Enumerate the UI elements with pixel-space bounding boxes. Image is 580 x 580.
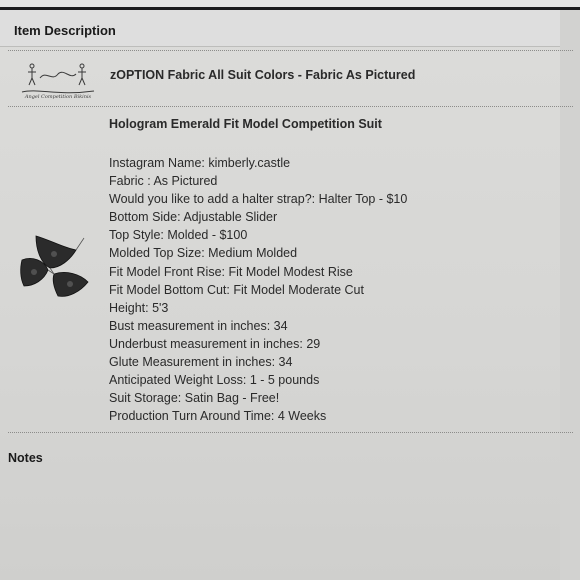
divider-2 — [8, 106, 573, 107]
fabric-option-line: zOPTION Fabric All Suit Colors - Fabric As Pictured — [110, 68, 416, 82]
product-detail-line: Bust measurement in inches: 34 — [109, 318, 288, 333]
product-detail-line: Fit Model Bottom Cut: Fit Model Moderate Cut — [109, 282, 364, 297]
product-detail-line: Fit Model Front Rise: Fit Model Modest Rise — [109, 264, 353, 279]
product-detail-line: Bottom Side: Adjustable Slider — [109, 210, 278, 225]
divider-3 — [8, 432, 573, 433]
brand-logo-text: Angel Competition Bikinis — [24, 94, 92, 100]
side-shade — [560, 10, 580, 580]
item-description-header — [0, 10, 560, 47]
product-detail-line: Fabric : As Pictured — [109, 174, 218, 189]
product-detail-line: Height: 5'3 — [109, 300, 169, 315]
product-title: Hologram Emerald Fit Model Competition Suit — [109, 117, 382, 131]
page-top-edge — [0, 0, 580, 7]
brand-logo — [18, 62, 98, 100]
product-detail-line: Underbust measurement in inches: 29 — [109, 336, 321, 351]
notes-header: Notes — [8, 451, 43, 465]
suit-thumbnail-image — [14, 230, 94, 302]
product-detail-line: Glute Measurement in inches: 34 — [109, 355, 293, 370]
product-detail-line: Suit Storage: Satin Bag - Free! — [109, 391, 280, 406]
product-detail-line: Molded Top Size: Medium Molded — [109, 246, 298, 261]
divider-1 — [8, 50, 573, 51]
product-detail-line: Anticipated Weight Loss: 1 - 5 pounds — [109, 373, 320, 388]
product-details-list — [109, 154, 407, 425]
product-detail-line: Would you like to add a halter strap?: Halter Top - $10 — [109, 192, 408, 207]
product-detail-line: Production Turn Around Time: 4 Weeks — [109, 409, 327, 424]
item-description-title: Item Description — [14, 23, 116, 38]
product-detail-line: Top Style: Molded - $100 — [109, 228, 248, 243]
product-detail-line: Instagram Name: kimberly.castle — [109, 156, 291, 170]
